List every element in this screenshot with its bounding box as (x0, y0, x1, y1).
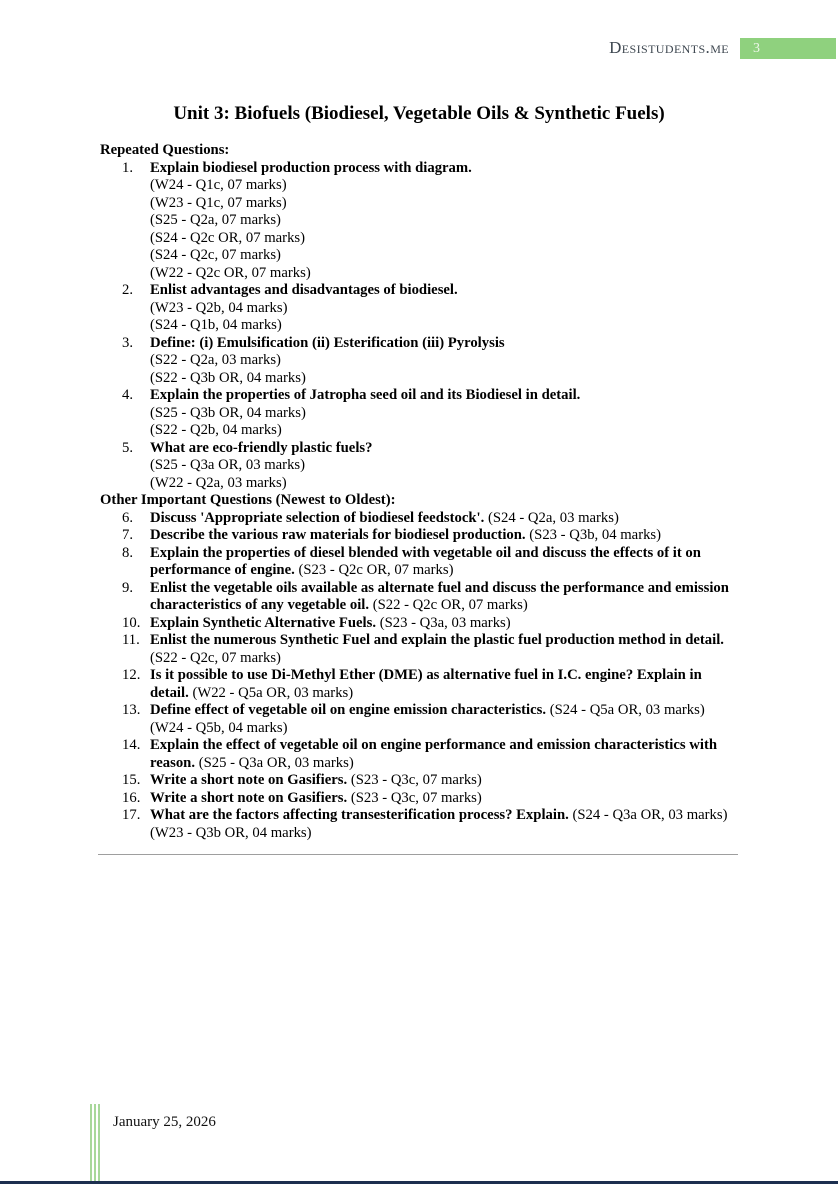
question-number: 3. (122, 334, 134, 351)
marks-text: (S25 - Q3a OR, 03 marks) (198, 754, 354, 771)
marks-line: (W24 - Q1c, 07 marks) (150, 177, 287, 193)
marks-line: (S24 - Q2c OR, 07 marks) (150, 229, 306, 246)
question-number: 13. (122, 702, 141, 718)
question-text: What are eco-friendly plastic fuels? (150, 439, 373, 456)
question-item (100, 510, 738, 528)
question-number: 2. (122, 282, 134, 298)
question-text: Explain the effect of vegetable oil on engine performance and emission characteristics with reason. (150, 737, 718, 771)
question-body (150, 335, 738, 388)
marks-line: (S24 - Q2c, 07 marks) (150, 247, 281, 263)
question-item (100, 335, 738, 388)
question-number: 17. (122, 807, 141, 823)
question-text: Explain biodiesel production process with diagram. (150, 159, 472, 176)
question-item (100, 807, 738, 842)
question-body (150, 737, 738, 772)
question-body (150, 615, 738, 633)
section-heading: Other Important Questions (Newest to Oldest): (100, 492, 396, 508)
question-number: 12. (122, 667, 141, 683)
question-item (100, 615, 738, 633)
marks-text: (S22 - Q2c OR, 07 marks) (372, 597, 528, 613)
question-item (100, 790, 738, 808)
footer-date: January 25, 2026 (113, 1114, 216, 1130)
question-text: Explain the properties of diesel blended with vegetable oil and discuss the effects of it on performance of engine. (150, 544, 701, 578)
question-body (150, 702, 738, 737)
question-text: Explain Synthetic Alternative Fuels. (150, 614, 377, 631)
marks-line: (S22 - Q3b OR, 04 marks) (150, 369, 306, 386)
marks-line: (W22 - Q2a, 03 marks) (150, 474, 287, 491)
question-text: Define: (i) Emulsification (ii) Esterification (iii) Pyrolysis (150, 334, 505, 351)
site-name: Desistudents.me (609, 38, 729, 57)
section-divider (98, 854, 738, 855)
question-item (100, 545, 738, 580)
question-body (150, 580, 738, 615)
marks-text: (S24 - Q2a, 03 marks) (487, 509, 619, 526)
question-body (150, 807, 738, 842)
question-body (150, 160, 738, 283)
question-item (100, 527, 738, 545)
marks-text: (S23 - Q3c, 07 marks) (350, 772, 482, 788)
green-bars-decoration (90, 1104, 100, 1181)
question-item (100, 702, 738, 737)
page-number-badge: 3 (740, 38, 836, 59)
question-number: 6. (122, 509, 134, 526)
question-item (100, 737, 738, 772)
question-text: Define effect of vegetable oil on engine emission characteristics. (150, 702, 547, 718)
question-body (150, 282, 738, 335)
marks-line: (W23 - Q2b, 04 marks) (150, 299, 288, 316)
marks-text: (S24 - Q5a OR, 03 marks) (W24 - Q5b, 04 marks) (150, 702, 705, 736)
question-item (100, 282, 738, 335)
marks-line: (W23 - Q1c, 07 marks) (150, 194, 287, 211)
question-text: Is it possible to use Di-Methyl Ether (DME) as alternative fuel in I.C. engine? Explain in detail. (150, 667, 702, 701)
question-number: 7. (122, 527, 134, 543)
question-body (150, 790, 738, 808)
question-item (100, 632, 738, 667)
section-heading: Repeated Questions: (100, 142, 230, 158)
question-body (150, 632, 738, 667)
question-number: 8. (122, 544, 134, 561)
marks-line: (S25 - Q2a, 07 marks) (150, 212, 281, 228)
question-item (100, 580, 738, 615)
question-number: 10. (122, 614, 141, 631)
marks-text: (S23 - Q2c OR, 07 marks) (298, 562, 454, 578)
question-number: 16. (122, 789, 141, 806)
marks-text: (S23 - Q3b, 04 marks) (529, 527, 662, 543)
question-text: Describe the various raw materials for biodiesel production. (150, 527, 526, 543)
marks-text: (S22 - Q2c, 07 marks) (150, 649, 281, 666)
question-body (150, 510, 738, 528)
question-number: 1. (122, 159, 134, 176)
question-number: 14. (122, 737, 141, 753)
marks-line: (S22 - Q2b, 04 marks) (150, 422, 282, 438)
marks-text: (W22 - Q5a OR, 03 marks) (192, 684, 354, 701)
marks-line: (S25 - Q3b OR, 04 marks) (150, 404, 306, 421)
page-title: Unit 3: Biofuels (Biodiesel, Vegetable Oils & Synthetic Fuels) (173, 103, 665, 124)
question-number: 4. (122, 387, 134, 403)
marks-line: (S22 - Q2a, 03 marks) (150, 352, 281, 368)
question-body (150, 545, 738, 580)
question-text: Enlist the vegetable oils available as alternate fuel and discuss the performance and emission characteristics of any vegetable oil. (150, 579, 729, 613)
marks-line: (S24 - Q1b, 04 marks) (150, 317, 282, 333)
question-text: Write a short note on Gasifiers. (150, 789, 348, 806)
question-body (150, 667, 738, 702)
page-footer (90, 1104, 216, 1181)
question-text: Enlist advantages and disadvantages of biodiesel. (150, 282, 458, 298)
question-body (150, 772, 738, 790)
marks-text: (S23 - Q3c, 07 marks) (350, 789, 482, 806)
marks-line: (W22 - Q2c OR, 07 marks) (150, 264, 311, 281)
marks-line: (S25 - Q3a OR, 03 marks) (150, 457, 306, 473)
page-header (0, 37, 838, 59)
question-body (150, 440, 738, 493)
question-text: Enlist the numerous Synthetic Fuel and explain the plastic fuel production method in detail. (150, 632, 724, 648)
question-number: 9. (122, 579, 134, 596)
question-item (100, 667, 738, 702)
question-number: 15. (122, 772, 141, 788)
marks-text: (S24 - Q3a OR, 03 marks) (W23 - Q3b OR, 04 marks) (150, 807, 728, 841)
question-text: What are the factors affecting transesterification process? Explain. (150, 807, 569, 823)
question-item (100, 387, 738, 440)
question-text: Discuss 'Appropriate selection of biodiesel feedstock'. (150, 509, 485, 526)
question-number: 5. (122, 439, 134, 456)
question-item (100, 772, 738, 790)
question-body (150, 527, 738, 545)
question-item (100, 160, 738, 283)
question-text: Explain the properties of Jatropha seed oil and its Biodiesel in detail. (150, 387, 581, 403)
question-item (100, 440, 738, 493)
question-body (150, 387, 738, 440)
question-text: Write a short note on Gasifiers. (150, 772, 348, 788)
question-number: 11. (122, 632, 140, 648)
questions-list (0, 125, 838, 842)
marks-text: (S23 - Q3a, 03 marks) (379, 614, 511, 631)
